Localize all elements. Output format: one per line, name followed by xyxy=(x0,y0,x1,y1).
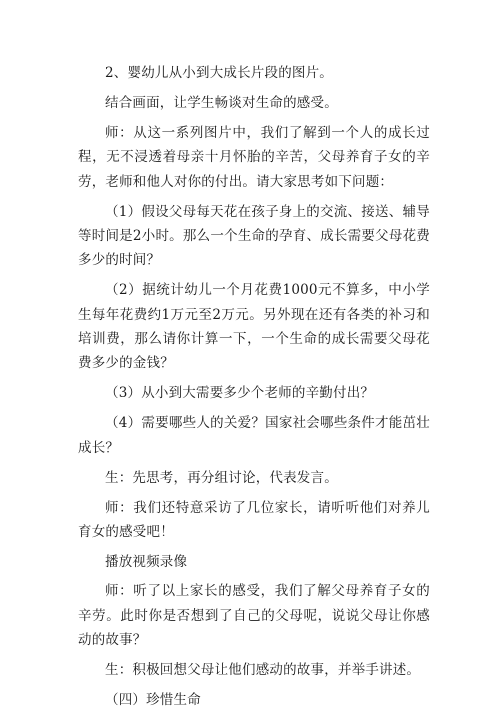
paragraph-8-student-response: 生：先思考，再分组讨论，代表发言。 xyxy=(105,469,338,486)
paragraph-7-question-4: （4）需要哪些人的关爱？国家社会哪些条件才能茁壮成长？ xyxy=(78,415,430,456)
paragraph-3-teacher-intro: 师：从这一系列图片中，我们了解到一个人的成长过程，无不浸透着母亲十月怀胎的辛苦，父母养育子女的辛劳，老师和他人对你的付出。请大家思考如下问题： xyxy=(78,124,430,190)
paragraph-6-question-3: （3）从小到大需要多少个老师的辛勤付出？ xyxy=(105,385,375,402)
paragraph-11-teacher-reflection: 师：听了以上家长的感受，我们了解父母养育子女的辛劳。此时你是否想到了自己的父母呢，说说父母让你感动的故事？ xyxy=(78,583,430,649)
paragraph-4-question-1: （1）假设父母每天花在孩子身上的交流、接送、辅导等时间是2小时。那么一个生命的孕育、成长需要父母花费多少的时间？ xyxy=(78,203,430,269)
paragraph-1-images-item: 2、婴幼儿从小到大成长片段的图片。 xyxy=(105,65,333,81)
paragraph-5-question-2: （2）据统计幼儿一个月花费1000元不算多，中小学生每年花费约1万元至2万元。另外现在还有各类的补习和培训费，那么请你计算一下，一个生命的成长需要父母花费多少的金钱？ xyxy=(78,282,430,372)
paragraph-9-teacher-interview: 师：我们还特意采访了几位家长，请听听他们对养儿育女的感受吧！ xyxy=(78,499,430,540)
document-body xyxy=(78,61,430,718)
paragraph-10-play-video: 播放视频录像 xyxy=(105,553,188,570)
paragraph-12-student-stories: 生：积极回想父母让他们感动的故事，并举手讲述。 xyxy=(105,661,421,678)
paragraph-2-discussion-prompt: 结合画面，让学生畅谈对生命的感受。 xyxy=(105,94,338,111)
section-heading-cherish-life: （四）珍惜生命 xyxy=(105,691,201,708)
